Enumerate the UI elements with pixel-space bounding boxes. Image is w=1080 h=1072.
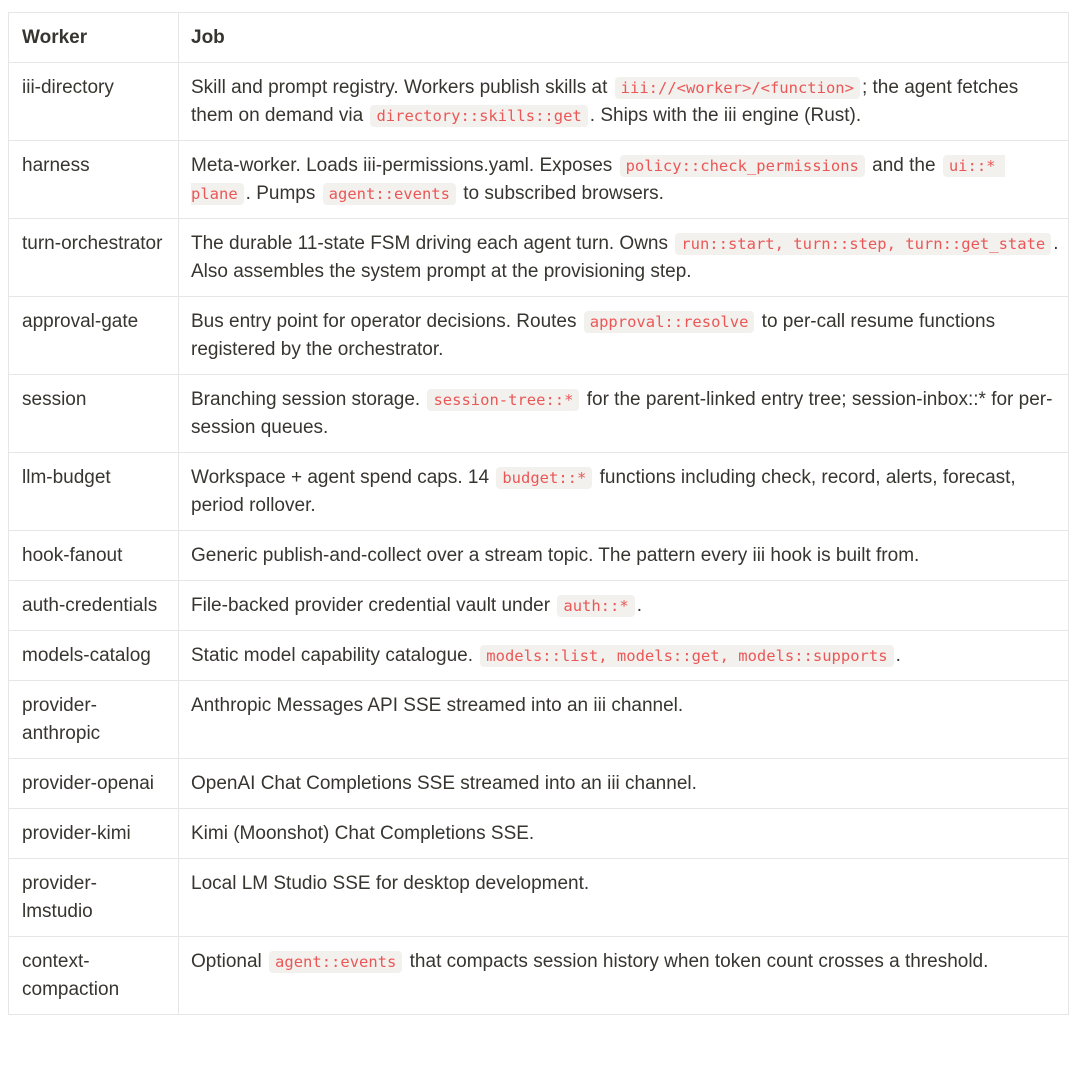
- job-cell: [179, 375, 1069, 453]
- table-row: [9, 631, 1069, 681]
- workers-table-container: [8, 12, 1068, 1015]
- job-text: . Pumps: [245, 183, 321, 204]
- inline-code: policy::check_permissions: [620, 155, 865, 177]
- inline-code: run::start, turn::step, turn::get_state: [675, 233, 1051, 255]
- job-text: Generic publish-and-collect over a stream topic. The pattern every iii hook is built from.: [191, 545, 920, 566]
- job-text: The durable 11-state FSM driving each agent turn. Owns: [191, 233, 674, 254]
- inline-code: budget::*: [496, 467, 592, 489]
- inline-code: directory::skills::get: [370, 105, 587, 127]
- job-cell: [179, 581, 1069, 631]
- table-row: [9, 809, 1069, 859]
- inline-code: ui::* plane: [191, 157, 1005, 203]
- job-text: Optional: [191, 951, 268, 972]
- job-cell: [179, 141, 1069, 219]
- worker-cell: turn-orchestrator: [9, 219, 179, 297]
- table-body: [9, 63, 1069, 1015]
- table-row: [9, 581, 1069, 631]
- job-cell: [179, 809, 1069, 859]
- inline-code: approval::resolve: [584, 311, 755, 333]
- inline-code: models::list, models::get, models::supports: [480, 645, 893, 667]
- job-text: File-backed provider credential vault under: [191, 595, 556, 616]
- worker-cell: auth-credentials: [9, 581, 179, 631]
- job-cell: [179, 453, 1069, 531]
- worker-cell: harness: [9, 141, 179, 219]
- inline-code: session-tree::*: [427, 389, 579, 411]
- job-text: Anthropic Messages API SSE streamed into an iii channel.: [191, 695, 684, 716]
- table-row: [9, 297, 1069, 375]
- job-cell: [179, 859, 1069, 937]
- job-cell: [179, 297, 1069, 375]
- table-row: [9, 937, 1069, 1015]
- worker-cell: session: [9, 375, 179, 453]
- table-row: [9, 375, 1069, 453]
- table-row: [9, 453, 1069, 531]
- job-text: to per-call resume functions registered by the orchestrator.: [191, 311, 996, 360]
- table-row: [9, 681, 1069, 759]
- job-text: that compacts session history when token count crosses a threshold.: [404, 951, 989, 972]
- table-row: [9, 859, 1069, 937]
- job-text: for the parent-linked entry tree; session-inbox::* for per-session queues.: [191, 389, 1053, 438]
- job-cell: [179, 937, 1069, 1015]
- table-row: [9, 63, 1069, 141]
- table-row: [9, 219, 1069, 297]
- job-text: Branching session storage.: [191, 389, 426, 410]
- table-row: [9, 759, 1069, 809]
- job-text: Bus entry point for operator decisions. Routes: [191, 311, 582, 332]
- worker-cell: iii-directory: [9, 63, 179, 141]
- job-text: to subscribed browsers.: [457, 183, 664, 204]
- job-text: Skill and prompt registry. Workers publish skills at: [191, 77, 613, 98]
- worker-cell: approval-gate: [9, 297, 179, 375]
- inline-code: agent::events: [269, 951, 402, 973]
- job-text: ; the agent fetches them on demand via: [191, 77, 1019, 126]
- job-cell: [179, 759, 1069, 809]
- inline-code: iii://<worker>/<function>: [615, 77, 860, 99]
- header-job: Job: [179, 13, 1069, 63]
- job-text: functions including check, record, alerts, forecast, period rollover.: [191, 467, 1016, 516]
- worker-cell: provider-openai: [9, 759, 179, 809]
- table-header: [9, 13, 1069, 63]
- job-cell: [179, 631, 1069, 681]
- job-text: OpenAI Chat Completions SSE streamed into an iii channel.: [191, 773, 697, 794]
- worker-cell: provider-lmstudio: [9, 859, 179, 937]
- job-text: and the: [866, 155, 941, 176]
- job-text: Kimi (Moonshot) Chat Completions SSE.: [191, 823, 535, 844]
- table-row: [9, 531, 1069, 581]
- job-text: . Also assembles the system prompt at the provisioning step.: [191, 233, 1059, 282]
- header-row: [9, 13, 1069, 63]
- worker-cell: provider-kimi: [9, 809, 179, 859]
- inline-code: agent::events: [323, 183, 456, 205]
- job-text: Workspace + agent spend caps. 14: [191, 467, 495, 488]
- table-row: [9, 141, 1069, 219]
- worker-cell: llm-budget: [9, 453, 179, 531]
- job-text: Local LM Studio SSE for desktop development.: [191, 873, 590, 894]
- worker-cell: hook-fanout: [9, 531, 179, 581]
- job-text: .: [895, 645, 901, 666]
- inline-code: auth::*: [557, 595, 634, 617]
- worker-cell: context-compaction: [9, 937, 179, 1015]
- job-text: Static model capability catalogue.: [191, 645, 479, 666]
- header-worker: Worker: [9, 13, 179, 63]
- job-cell: [179, 219, 1069, 297]
- worker-cell: models-catalog: [9, 631, 179, 681]
- job-cell: [179, 531, 1069, 581]
- job-text: Meta-worker. Loads iii-permissions.yaml. Exposes: [191, 155, 618, 176]
- worker-cell: provider-anthropic: [9, 681, 179, 759]
- job-text: . Ships with the iii engine (Rust).: [589, 105, 862, 126]
- job-cell: [179, 63, 1069, 141]
- job-text: .: [636, 595, 642, 616]
- job-cell: [179, 681, 1069, 759]
- workers-table: [8, 12, 1069, 1015]
